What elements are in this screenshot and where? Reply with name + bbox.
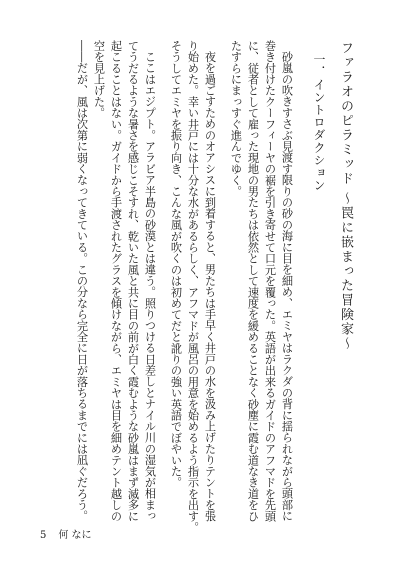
novel-title: ファラオのピラミッド ～罠に嵌まった冒険家～ [338,41,353,352]
text-line: ここはエジプト。アラビア半島の砂漠とは違う。照りつける日差しとナイル川の湿気が相まっ [143,51,157,522]
text-line: ――だが、風は次第に弱くなってきている。この分なら完全に日が落ちるまでには凪ぐだろう。 [75,40,89,522]
text-line: 空を見上げた。 [92,40,106,119]
author-name: 何 なに [58,530,92,541]
text-line: たすらにまっすぐ進んでゆく。 [229,40,243,197]
paragraph [74,40,91,522]
chapter-heading: 一．イントロダクション [312,53,326,192]
text-line: 夜を過ごすためのオアシスに到着すると、男たちは手早く井戸の水を汲み上げたりテントを張 [203,51,217,522]
paragraph [91,40,159,522]
body-text [74,40,296,533]
text-line: に、従者として雇った現地の男たちは依然として速度を緩めることなく砂塵に霞む道なき道をひ [246,40,260,522]
paragraph [168,40,219,533]
paragraph [228,40,296,522]
page-number: 5 [40,530,47,541]
text-line: 巻き付けたクーフィーヤの裾を引き寄せて口元を覆った。英語が出来るガイドのアフマドを先頭 [263,40,277,522]
page-footer [40,529,92,543]
text-line: 起こることはない。ガイドから手渡されたグラスを傾けながら、エミヤは目を細めテント越しの [109,40,123,522]
text-line: そうしてエミヤを振り向き、こんな風が吹くのは初めてだと訛りの強い英語でぼやいた。 [169,40,183,488]
text-line: 砂嵐の吹きすさぶ見渡す限りの砂の海に目を細め、エミヤはラクダの背に揺られながら頭部に [280,51,294,522]
text-line: てうだるような暑さを感じこそすれ、乾いた風と共に目の前が白く霞むような砂嵐はまず滅多に [126,40,140,522]
text-line: り始めた。幸い井戸には十分な水があるらしく、アフマドが風呂の用意を始めるよう指示を出す。 [186,40,200,533]
